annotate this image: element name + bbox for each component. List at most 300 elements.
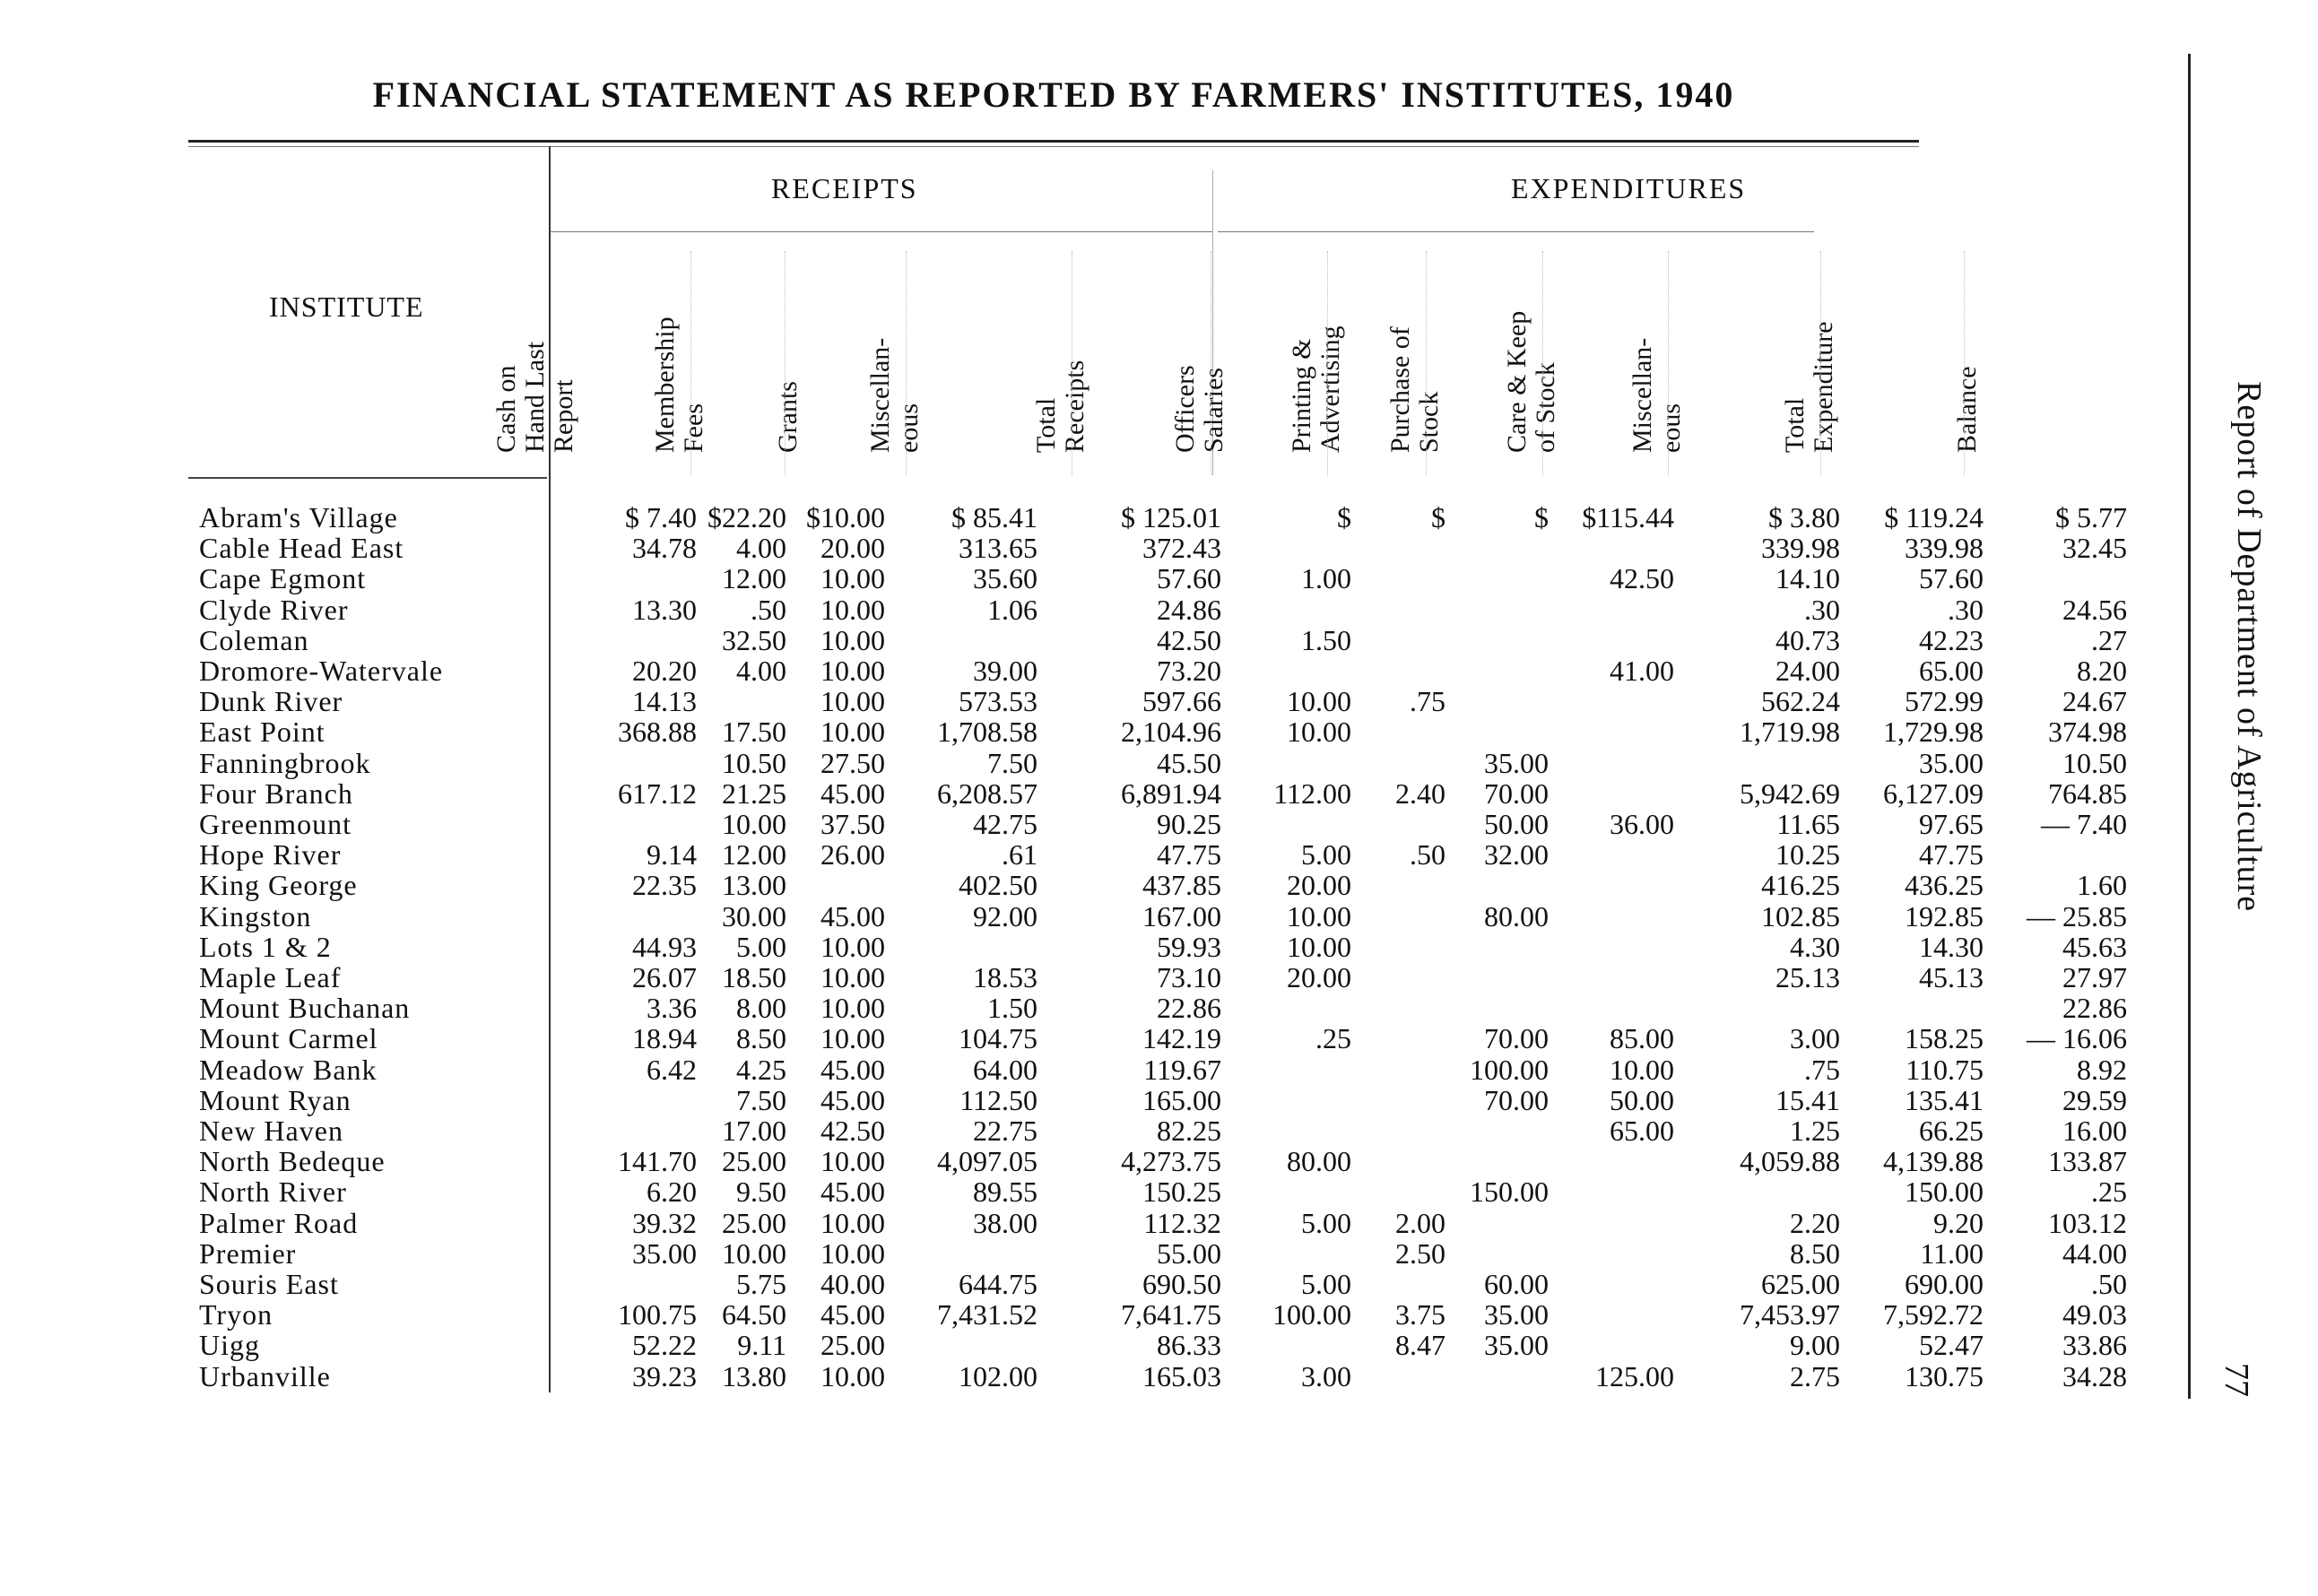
cell-total-r: $ 125.01 (1121, 501, 1221, 533)
column-separator (1668, 251, 1669, 475)
cell-stock (1445, 563, 1549, 594)
cell-grants: 45.00 (820, 1053, 885, 1086)
side-title-text: Report of Department of Agriculture (2230, 381, 2268, 913)
cell-total-r: 86.33 (1157, 1329, 1221, 1362)
institute-name: Premier (199, 1236, 297, 1270)
cell-printing (1351, 748, 1445, 778)
cell-care (1549, 901, 1674, 932)
table-row (199, 1238, 2127, 1269)
cell-grants: 10.00 (820, 1206, 885, 1239)
institute-name: Abram's Village (199, 501, 398, 533)
cell-salaries (1221, 533, 1351, 563)
cell-care (1549, 870, 1674, 900)
cell-misc-e: .75 (1804, 1053, 1840, 1086)
cell-fees: 17.00 (722, 1115, 786, 1148)
cell-printing: 8.47 (1395, 1329, 1445, 1362)
cell-salaries: $ (1337, 501, 1351, 533)
cell-salaries: 20.00 (1287, 869, 1351, 902)
institute-name: Fanningbrook (199, 746, 371, 779)
cell-stock: 50.00 (1484, 808, 1549, 841)
cell-printing: 2.00 (1395, 1206, 1445, 1239)
cell-stock (1445, 1238, 1549, 1269)
cell-fees: 12.00 (722, 838, 786, 872)
cell-balance (1984, 839, 2127, 870)
cell-care (1549, 716, 1674, 747)
cell-care (1549, 686, 1674, 716)
cell-fees (697, 686, 786, 716)
cell-total-e: 35.00 (1919, 746, 1984, 779)
table-row (199, 1208, 2127, 1238)
cell-salaries: 10.00 (1287, 716, 1351, 749)
cell-printing (1351, 809, 1445, 839)
cell-salaries: 112.00 (1273, 776, 1351, 810)
cell-total-e: 7,592.72 (1883, 1298, 1984, 1331)
page-number (2211, 1363, 2265, 1417)
cell-printing (1351, 1115, 1445, 1146)
table-row (199, 1023, 2127, 1054)
institute-name: Clyde River (199, 593, 349, 626)
cell-cash: 6.42 (647, 1053, 697, 1086)
cell-printing: .50 (1410, 838, 1445, 872)
cell-misc-e: 24.00 (1775, 655, 1840, 688)
column-separator (906, 251, 907, 475)
column-header-label: Cash on Hand Last Report (491, 341, 578, 453)
cell-grants: 10.00 (820, 1359, 885, 1392)
cell-total-r: 372.43 (1142, 532, 1221, 565)
institute-name: Cape Egmont (199, 562, 367, 595)
cell-printing (1351, 901, 1445, 932)
cell-care (1549, 839, 1674, 870)
table-row (199, 716, 2127, 747)
column-header-label: Miscellan- eous (865, 337, 924, 453)
cell-misc-e: 3.00 (1790, 1022, 1840, 1055)
institute-name: New Haven (199, 1115, 343, 1148)
cell-stock (1445, 594, 1549, 625)
cell-stock: 80.00 (1484, 899, 1549, 932)
cell-cash: 52.22 (632, 1329, 697, 1362)
cell-cash: 100.75 (618, 1298, 697, 1331)
cell-total-e: 135.41 (1905, 1083, 1984, 1116)
cell-grants: 45.00 (820, 776, 885, 810)
cell-total-e: 14.30 (1919, 930, 1984, 963)
cell-salaries (1221, 809, 1351, 839)
cell-printing (1351, 1085, 1445, 1115)
cell-care (1549, 533, 1674, 563)
cell-misc: 89.55 (973, 1175, 1037, 1209)
cell-salaries: 20.00 (1287, 961, 1351, 994)
cell-stock: 32.00 (1484, 838, 1549, 872)
cell-cash (549, 1115, 697, 1146)
cell-stock: 35.00 (1484, 1329, 1549, 1362)
cell-stock: 35.00 (1484, 1298, 1549, 1331)
page-title: FINANCIAL STATEMENT AS REPORTED BY FARMERS' INSTITUTES, 1940 (372, 74, 1735, 115)
institute-name: Mount Carmel (199, 1022, 378, 1055)
table-row (199, 1299, 2127, 1330)
cell-printing: .75 (1410, 685, 1445, 718)
cell-total-r: 47.75 (1157, 838, 1221, 872)
cell-cash: 368.88 (618, 716, 697, 749)
table-row (199, 1176, 2127, 1207)
cell-misc (885, 1238, 1037, 1269)
cell-misc-e: 11.65 (1776, 808, 1840, 841)
cell-care: 85.00 (1610, 1022, 1674, 1055)
cell-balance: 764.85 (2048, 776, 2127, 810)
cell-fees: 10.50 (722, 746, 786, 779)
institute-name: King George (199, 869, 358, 902)
cell-total-r: 57.60 (1157, 562, 1221, 595)
cell-cash: 44.93 (632, 930, 697, 963)
cell-care: 125.00 (1595, 1359, 1674, 1392)
cell-stock (1445, 1361, 1549, 1392)
cell-misc: 39.00 (973, 655, 1037, 688)
cell-total-e: .30 (1948, 593, 1984, 626)
cell-grants: 10.00 (820, 562, 885, 595)
cell-misc: 1.06 (987, 593, 1037, 626)
institute-name: Mount Buchanan (199, 992, 411, 1025)
cell-misc-e: 25.13 (1775, 961, 1840, 994)
cell-balance: 27.97 (2062, 961, 2127, 994)
cell-misc-e: 7,453.97 (1740, 1298, 1840, 1331)
cell-salaries: 100.00 (1272, 1298, 1351, 1331)
cell-stock (1445, 870, 1549, 900)
cell-salaries (1221, 1238, 1351, 1269)
cell-misc: 22.75 (973, 1115, 1037, 1148)
cell-balance: — 25.85 (2027, 899, 2127, 932)
column-header-label: Total Expenditure (1780, 321, 1838, 453)
cell-care (1549, 993, 1674, 1023)
cell-stock (1445, 655, 1549, 686)
cell-stock: 70.00 (1484, 1083, 1549, 1116)
cell-misc: 402.50 (959, 869, 1037, 902)
cell-balance: 34.28 (2062, 1359, 2127, 1392)
cell-stock (1445, 716, 1549, 747)
cell-total-e: 52.47 (1919, 1329, 1984, 1362)
cell-misc-e (1674, 1176, 1840, 1207)
cell-balance: 24.56 (2062, 593, 2127, 626)
cell-misc: 38.00 (973, 1206, 1037, 1239)
cell-total-r: 22.86 (1157, 992, 1221, 1025)
cell-printing (1351, 870, 1445, 900)
cell-grants (786, 870, 885, 900)
cell-misc-e: 1.25 (1790, 1115, 1840, 1148)
cell-total-e: 158.25 (1905, 1022, 1984, 1055)
cell-balance: 45.63 (2062, 930, 2127, 963)
cell-cash: 39.23 (632, 1359, 697, 1392)
cell-salaries: 5.00 (1301, 1206, 1351, 1239)
cell-cash: 26.07 (632, 961, 697, 994)
cell-misc: 7,431.52 (937, 1298, 1037, 1331)
cell-total-e: 4,139.88 (1883, 1145, 1984, 1178)
cell-cash (549, 1269, 697, 1299)
cell-balance: 1.60 (2077, 869, 2127, 902)
cell-cash: 22.35 (632, 869, 697, 902)
cell-printing (1351, 1146, 1445, 1176)
cell-total-r: 73.20 (1157, 655, 1221, 688)
cell-care (1549, 1299, 1674, 1330)
cell-fees: 4.25 (736, 1053, 786, 1086)
cell-care (1549, 1176, 1674, 1207)
cell-printing (1351, 993, 1445, 1023)
cell-total-r: 59.93 (1157, 930, 1221, 963)
table-row (199, 1146, 2127, 1176)
cell-cash (549, 748, 697, 778)
cell-stock (1445, 1208, 1549, 1238)
cell-care (1549, 778, 1674, 809)
cell-total-e: 339.98 (1905, 532, 1984, 565)
cell-total-e: 65.00 (1919, 655, 1984, 688)
cell-fees: 18.50 (722, 961, 786, 994)
cell-printing (1351, 1176, 1445, 1207)
cell-misc: 102.00 (959, 1359, 1037, 1392)
cell-total-r: 437.85 (1142, 869, 1221, 902)
cell-fees: 17.50 (722, 716, 786, 749)
cell-total-e: 97.65 (1919, 808, 1984, 841)
institute-header: INSTITUTE (269, 291, 424, 323)
cell-balance: 8.92 (2077, 1053, 2127, 1086)
cell-salaries: 5.00 (1301, 1268, 1351, 1301)
cell-misc-e: 416.25 (1761, 869, 1840, 902)
cell-misc-e: 8.50 (1790, 1236, 1840, 1270)
cell-misc (885, 625, 1037, 655)
cell-total-r: 73.10 (1157, 961, 1221, 994)
cell-total-r: 7,641.75 (1121, 1298, 1221, 1331)
cell-printing: 3.75 (1395, 1298, 1445, 1331)
cell-total-r: 90.25 (1157, 808, 1221, 841)
cell-fees: 32.50 (722, 623, 786, 656)
cell-stock (1445, 962, 1549, 993)
cell-salaries: 10.00 (1287, 685, 1351, 718)
table-row (199, 1085, 2127, 1115)
cell-cash: 39.32 (632, 1206, 697, 1239)
cell-grants: 27.50 (820, 746, 885, 779)
cell-total-r: 45.50 (1157, 746, 1221, 779)
cell-misc: $ 85.41 (951, 501, 1037, 533)
cell-total-e: 11.00 (1920, 1236, 1984, 1270)
cell-balance: 103.12 (2048, 1206, 2127, 1239)
table-row (199, 594, 2127, 625)
cell-printing (1351, 1023, 1445, 1054)
title-rule-thin (188, 146, 1919, 147)
cell-misc-e: 10.25 (1775, 838, 1840, 872)
cell-total-e (1840, 993, 1984, 1023)
column-header-label: Grants (773, 381, 803, 453)
cell-total-e: 192.85 (1905, 899, 1984, 932)
cell-care (1549, 1146, 1674, 1176)
cell-misc-e: .30 (1804, 593, 1840, 626)
cell-balance: 29.59 (2062, 1083, 2127, 1116)
column-separator (1542, 251, 1543, 475)
cell-total-e: 47.75 (1919, 838, 1984, 872)
institute-name: Dunk River (199, 685, 343, 718)
cell-salaries: 80.00 (1287, 1145, 1351, 1178)
cell-misc-e: 14.10 (1775, 562, 1840, 595)
cell-cash: $ 7.40 (625, 501, 697, 533)
cell-misc: 1,708.58 (937, 716, 1037, 749)
cell-cash: 617.12 (618, 776, 697, 810)
cell-stock: 70.00 (1484, 776, 1549, 810)
cell-misc: 35.60 (973, 562, 1037, 595)
cell-grants: 10.00 (820, 1145, 885, 1178)
cell-fees: $22.20 (708, 501, 786, 533)
table-row (199, 502, 2127, 533)
cell-total-e: 1,729.98 (1883, 716, 1984, 749)
institute-name: East Point (199, 716, 326, 749)
cell-printing (1351, 932, 1445, 962)
column-separator (1964, 251, 1965, 475)
table-row (199, 1115, 2127, 1146)
cell-balance: 374.98 (2048, 716, 2127, 749)
cell-fees: 9.11 (737, 1329, 786, 1362)
cell-cash: 14.13 (632, 685, 697, 718)
cell-balance: 22.86 (2062, 992, 2127, 1025)
table-row (199, 563, 2127, 594)
cell-total-r: 2,104.96 (1121, 716, 1221, 749)
cell-printing: 2.50 (1395, 1236, 1445, 1270)
cell-total-e: $ 119.24 (1884, 501, 1984, 533)
cell-misc: 1.50 (987, 992, 1037, 1025)
institute-name: Four Branch (199, 776, 353, 810)
cell-grants: 10.00 (820, 655, 885, 688)
cell-care (1549, 625, 1674, 655)
table-row (199, 625, 2127, 655)
margin-rule (2188, 54, 2191, 1399)
cell-total-r: 142.19 (1142, 1022, 1221, 1055)
cell-misc-e: 1,719.98 (1740, 716, 1840, 749)
institute-name: North River (199, 1175, 347, 1209)
cell-grants: 10.00 (820, 1022, 885, 1055)
cell-cash (549, 1085, 697, 1115)
cell-stock (1445, 993, 1549, 1023)
cell-misc: 104.75 (959, 1022, 1037, 1055)
cell-grants: 37.50 (820, 808, 885, 841)
cell-balance: 16.00 (2062, 1115, 2127, 1148)
cell-balance: 44.00 (2062, 1236, 2127, 1270)
cell-printing (1351, 1054, 1445, 1085)
cell-stock: $ (1534, 501, 1549, 533)
cell-misc (885, 932, 1037, 962)
column-separator (1820, 251, 1821, 475)
cell-misc: 644.75 (959, 1268, 1037, 1301)
cell-stock (1445, 686, 1549, 716)
cell-total-r: 6,891.94 (1121, 776, 1221, 810)
cell-printing (1351, 655, 1445, 686)
cell-misc: 18.53 (973, 961, 1037, 994)
cell-misc-e: 4.30 (1790, 930, 1840, 963)
cell-total-e: 45.13 (1919, 961, 1984, 994)
cell-stock (1445, 1115, 1549, 1146)
institute-name: Souris East (199, 1268, 339, 1301)
cell-misc: 64.00 (973, 1053, 1037, 1086)
column-separator (1426, 251, 1427, 475)
cell-salaries (1221, 655, 1351, 686)
cell-misc-e: 562.24 (1761, 685, 1840, 718)
title-rule (188, 140, 1919, 143)
cell-balance: 32.45 (2062, 532, 2127, 565)
cell-fees: 4.00 (736, 532, 786, 565)
cell-grants: 10.00 (820, 930, 885, 963)
cell-grants: 10.00 (820, 961, 885, 994)
cell-total-r: 82.25 (1157, 1115, 1221, 1148)
cell-care: 41.00 (1610, 655, 1674, 688)
cell-fees: 21.25 (722, 776, 786, 810)
cell-balance: 133.87 (2048, 1145, 2127, 1178)
institute-name: Hope River (199, 838, 342, 872)
cell-printing (1351, 625, 1445, 655)
cell-salaries: 1.00 (1301, 562, 1351, 595)
institute-name: Coleman (199, 623, 309, 656)
cell-total-e: 57.60 (1919, 562, 1984, 595)
cell-fees: 10.00 (722, 1236, 786, 1270)
cell-misc-e: 4,059.88 (1740, 1145, 1840, 1178)
cell-salaries (1221, 1054, 1351, 1085)
cell-total-r: 690.50 (1142, 1268, 1221, 1301)
cell-grants: 26.00 (820, 838, 885, 872)
cell-misc-e: 5,942.69 (1740, 776, 1840, 810)
cell-misc: 42.75 (973, 808, 1037, 841)
cell-salaries: 1.50 (1301, 623, 1351, 656)
cell-misc-e: 9.00 (1790, 1329, 1840, 1362)
cell-total-r: 150.25 (1142, 1175, 1221, 1209)
cell-total-e: 66.25 (1919, 1115, 1984, 1148)
column-header-label: Membership Fees (650, 317, 708, 453)
cell-total-r: 24.86 (1157, 593, 1221, 626)
cell-salaries: 5.00 (1301, 838, 1351, 872)
cell-printing (1351, 716, 1445, 747)
column-header-label: Balance (1952, 366, 1982, 453)
cell-misc-e: 15.41 (1775, 1083, 1840, 1116)
cell-total-e: 110.75 (1906, 1053, 1984, 1086)
cell-printing (1351, 1361, 1445, 1392)
cell-grants: 45.00 (820, 1298, 885, 1331)
cell-balance: 24.67 (2062, 685, 2127, 718)
cell-balance: .50 (2091, 1268, 2127, 1301)
cell-printing: $ (1431, 501, 1445, 533)
cell-total-e: 572.99 (1905, 685, 1984, 718)
cell-total-r: 55.00 (1157, 1236, 1221, 1270)
cell-total-e: 150.00 (1905, 1175, 1984, 1209)
cell-grants: 45.00 (820, 899, 885, 932)
column-header-label: Total Receipts (1031, 360, 1090, 453)
cell-total-r: 119.67 (1143, 1053, 1221, 1086)
cell-misc: 7.50 (987, 746, 1037, 779)
cell-grants: 45.00 (820, 1083, 885, 1116)
cell-salaries (1221, 993, 1351, 1023)
cell-cash: 20.20 (632, 655, 697, 688)
cell-care (1549, 1330, 1674, 1360)
institute-name: North Bedeque (199, 1145, 386, 1178)
cell-balance: — 7.40 (2041, 808, 2127, 841)
cell-fees: 8.50 (736, 1022, 786, 1055)
cell-cash (549, 901, 697, 932)
cell-total-e: 690.00 (1905, 1268, 1984, 1301)
cell-total-r: 112.32 (1143, 1206, 1221, 1239)
cell-total-e: 9.20 (1933, 1206, 1984, 1239)
expenditures-header: EXPENDITURES (1511, 172, 1747, 204)
cell-salaries (1221, 1085, 1351, 1115)
cell-printing (1351, 1269, 1445, 1299)
institute-name: Palmer Road (199, 1206, 359, 1239)
cell-care (1549, 1238, 1674, 1269)
cell-grants: 25.00 (820, 1329, 885, 1362)
cell-fees: 64.50 (722, 1298, 786, 1331)
financial-table (199, 502, 2127, 1392)
cell-cash: 35.00 (632, 1236, 697, 1270)
cell-fees: 30.00 (722, 899, 786, 932)
table-row (199, 962, 2127, 993)
cell-care: 42.50 (1610, 562, 1674, 595)
cell-printing (1351, 594, 1445, 625)
cell-care (1549, 1269, 1674, 1299)
